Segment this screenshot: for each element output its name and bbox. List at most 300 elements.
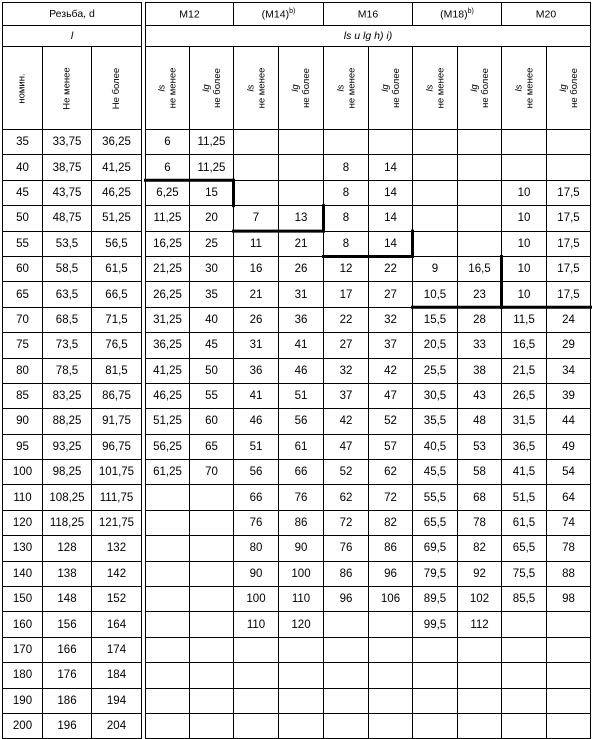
table-cell: 72 xyxy=(369,485,413,510)
table-cell: 66 xyxy=(279,460,324,485)
table-cell: 17,5 xyxy=(547,256,591,281)
table-cell: 21 xyxy=(279,231,324,256)
table-cell: 43,75 xyxy=(43,180,92,205)
table-cell: 164 xyxy=(92,612,142,637)
table-cell: 56 xyxy=(234,460,279,485)
table-cell xyxy=(146,688,190,713)
table-cell: 7 xyxy=(234,206,279,231)
table-cell: 61,5 xyxy=(92,256,142,281)
table-cell: 51,25 xyxy=(146,409,190,434)
table-cell: 33 xyxy=(458,333,502,358)
table-cell: 12 xyxy=(324,256,369,281)
table-cell: 96 xyxy=(324,587,369,612)
header-row-lengths xyxy=(3,26,591,47)
table-cell: 156 xyxy=(43,612,92,637)
table-cell: 66 xyxy=(234,485,279,510)
table-cell: 128 xyxy=(43,536,92,561)
table-cell xyxy=(369,663,413,688)
table-row xyxy=(3,688,591,713)
table-cell xyxy=(547,713,591,738)
table-cell: 166 xyxy=(43,637,92,662)
table-cell: 42 xyxy=(324,409,369,434)
table-cell: 21,25 xyxy=(146,256,190,281)
table-cell: 11,5 xyxy=(502,307,547,332)
table-cell xyxy=(324,713,369,738)
table-cell: 41,25 xyxy=(92,155,142,180)
table-cell: 110 xyxy=(234,612,279,637)
table-cell: 86 xyxy=(369,536,413,561)
table-cell xyxy=(190,713,234,738)
table-cell: 96,75 xyxy=(92,434,142,459)
table-cell: 62 xyxy=(324,485,369,510)
table-cell: 35 xyxy=(190,282,234,307)
table-cell: 69,5 xyxy=(413,536,458,561)
table-cell: 68 xyxy=(458,485,502,510)
table-cell: 53 xyxy=(458,434,502,459)
table-cell: 11,25 xyxy=(146,206,190,231)
table-cell: 20,5 xyxy=(413,333,458,358)
subhead-max: Не более xyxy=(92,47,142,130)
table-cell: 6 xyxy=(146,130,190,155)
table-cell: 148 xyxy=(43,587,92,612)
table-cell xyxy=(146,485,190,510)
table-cell xyxy=(547,688,591,713)
table-cell: 65,5 xyxy=(502,536,547,561)
table-cell: 70 xyxy=(190,460,234,485)
table-cell: 17,5 xyxy=(547,206,591,231)
subhead-lg-max: lg не более xyxy=(547,47,591,130)
table-cell: 56 xyxy=(279,409,324,434)
table-cell: 81,5 xyxy=(92,358,142,383)
table-cell xyxy=(502,688,547,713)
table-cell: 39 xyxy=(547,383,591,408)
subhead-lg-max: lg не более xyxy=(190,47,234,130)
table-cell: 10 xyxy=(502,256,547,281)
table-cell: 10 xyxy=(502,282,547,307)
table-cell xyxy=(547,663,591,688)
table-cell: 33,75 xyxy=(43,130,92,155)
table-cell xyxy=(547,637,591,662)
table-cell: 70 xyxy=(3,307,43,332)
table-cell: 86 xyxy=(279,510,324,535)
table-cell: 21,5 xyxy=(502,358,547,383)
table-cell xyxy=(146,536,190,561)
table-cell: 41 xyxy=(234,383,279,408)
table-cell: 108,25 xyxy=(43,485,92,510)
table-cell: 61 xyxy=(279,434,324,459)
table-cell: 74 xyxy=(547,510,591,535)
table-cell: 29 xyxy=(547,333,591,358)
table-cell xyxy=(413,155,458,180)
table-cell: 17,5 xyxy=(547,231,591,256)
group-header: $(M18)^{b)}$ xyxy=(413,3,502,26)
table-cell: 49 xyxy=(547,434,591,459)
table-cell xyxy=(458,130,502,155)
table-cell xyxy=(502,612,547,637)
table-row xyxy=(3,231,591,256)
table-cell: 60 xyxy=(3,256,43,281)
table-cell: 121,75 xyxy=(92,510,142,535)
table-cell xyxy=(146,561,190,586)
table-cell: 150 xyxy=(3,587,43,612)
subhead-ls-min: ls не менее xyxy=(413,47,458,130)
table-cell: 34 xyxy=(547,358,591,383)
table-cell: 98 xyxy=(547,587,591,612)
table-cell: 120 xyxy=(279,612,324,637)
table-cell: 85 xyxy=(3,383,43,408)
table-cell: 75 xyxy=(3,333,43,358)
table-cell: 80 xyxy=(3,358,43,383)
table-cell xyxy=(369,130,413,155)
group-header: M12 xyxy=(146,3,234,26)
table-cell: 45 xyxy=(3,180,43,205)
table-cell: 47 xyxy=(369,383,413,408)
table-cell: 95 xyxy=(3,434,43,459)
table-cell: 90 xyxy=(279,536,324,561)
table-cell: 118,25 xyxy=(43,510,92,535)
table-cell: 58,5 xyxy=(43,256,92,281)
table-cell: 17 xyxy=(324,282,369,307)
table-cell: 62 xyxy=(369,460,413,485)
group-header: M20 xyxy=(502,3,591,26)
table-cell: 50 xyxy=(3,206,43,231)
table-row xyxy=(3,333,591,358)
table-cell: 55 xyxy=(190,383,234,408)
table-cell xyxy=(279,688,324,713)
table-cell: 99,5 xyxy=(413,612,458,637)
table-cell xyxy=(146,663,190,688)
table-cell: 83,25 xyxy=(43,383,92,408)
subhead-lg-max: lg не более xyxy=(458,47,502,130)
table-row xyxy=(3,130,591,155)
table-cell: 8 xyxy=(324,155,369,180)
table-cell: 41 xyxy=(279,333,324,358)
table-cell: 11,25 xyxy=(190,155,234,180)
table-cell: 65 xyxy=(3,282,43,307)
table-cell: 17,5 xyxy=(547,180,591,205)
table-cell: 26 xyxy=(234,307,279,332)
subhead-ls-min: ls не менее xyxy=(146,47,190,130)
table-cell xyxy=(502,155,547,180)
table-cell: 61,25 xyxy=(146,460,190,485)
table-row xyxy=(3,561,591,586)
table-cell: 142 xyxy=(92,561,142,586)
table-cell: 8 xyxy=(324,180,369,205)
table-cell xyxy=(502,637,547,662)
table-cell: 101,75 xyxy=(92,460,142,485)
group-header: $(M14)^{b)}$ xyxy=(234,3,324,26)
table-cell xyxy=(146,713,190,738)
table-row xyxy=(3,587,591,612)
table-cell: 10 xyxy=(502,206,547,231)
table-cell xyxy=(369,688,413,713)
table-cell: 26,5 xyxy=(502,383,547,408)
table-cell xyxy=(458,206,502,231)
table-cell: 40,5 xyxy=(413,434,458,459)
table-cell: 48,75 xyxy=(43,206,92,231)
table-cell xyxy=(502,713,547,738)
subhead-lg-max: lg не более xyxy=(279,47,324,130)
table-cell: 36,25 xyxy=(92,130,142,155)
table-cell: 174 xyxy=(92,637,142,662)
table-cell xyxy=(279,180,324,205)
table-cell: 6 xyxy=(146,155,190,180)
table-cell: 204 xyxy=(92,713,142,738)
table-cell: 9 xyxy=(413,256,458,281)
table-cell xyxy=(190,587,234,612)
table-row xyxy=(3,409,591,434)
table-cell: 100 xyxy=(279,561,324,586)
table-cell xyxy=(146,612,190,637)
table-row xyxy=(3,612,591,637)
table-cell xyxy=(279,637,324,662)
table-cell: 55,5 xyxy=(413,485,458,510)
table-cell xyxy=(458,688,502,713)
table-cell: 58 xyxy=(458,460,502,485)
table-row xyxy=(3,663,591,688)
group-header: M16 xyxy=(324,3,413,26)
table-cell: 14 xyxy=(369,206,413,231)
table-cell: 130 xyxy=(3,536,43,561)
header-row-groups xyxy=(3,3,591,26)
table-cell: 53,5 xyxy=(43,231,92,256)
table-cell: 184 xyxy=(92,663,142,688)
table-cell: 96 xyxy=(369,561,413,586)
subhead-lg-max: lg не более xyxy=(369,47,413,130)
table-cell: 14 xyxy=(369,155,413,180)
table-cell xyxy=(324,688,369,713)
table-cell: 194 xyxy=(92,688,142,713)
table-cell: 54 xyxy=(547,460,591,485)
table-cell: 31 xyxy=(234,333,279,358)
table-cell: 46 xyxy=(279,358,324,383)
table-cell: 52 xyxy=(324,460,369,485)
table-cell: 76 xyxy=(234,510,279,535)
table-cell: 160 xyxy=(3,612,43,637)
table-cell: 17,5 xyxy=(547,282,591,307)
table-cell: 36,5 xyxy=(502,434,547,459)
ls-lg-header: ls и lg h) i) xyxy=(146,26,591,47)
table-cell: 180 xyxy=(3,663,43,688)
table-cell: 152 xyxy=(92,587,142,612)
table-cell xyxy=(547,612,591,637)
table-cell xyxy=(502,130,547,155)
table-cell: 78,5 xyxy=(43,358,92,383)
table-row xyxy=(3,637,591,662)
table-cell: 100 xyxy=(234,587,279,612)
table-cell xyxy=(234,130,279,155)
table-cell xyxy=(146,510,190,535)
table-cell: 40 xyxy=(190,307,234,332)
table-cell xyxy=(279,663,324,688)
table-cell xyxy=(458,180,502,205)
table-cell: 31,5 xyxy=(502,409,547,434)
table-cell xyxy=(279,713,324,738)
table-cell xyxy=(190,612,234,637)
table-cell: 10 xyxy=(502,231,547,256)
table-cell: 46,25 xyxy=(92,180,142,205)
table-cell: 186 xyxy=(43,688,92,713)
table-cell: 63,5 xyxy=(43,282,92,307)
table-cell: 38,75 xyxy=(43,155,92,180)
table-row xyxy=(3,713,591,738)
table-cell xyxy=(146,637,190,662)
table-cell: 11,25 xyxy=(190,130,234,155)
table-cell: 28 xyxy=(458,307,502,332)
table-cell: 50 xyxy=(190,358,234,383)
table-cell xyxy=(190,561,234,586)
table-cell xyxy=(413,637,458,662)
table-cell xyxy=(413,688,458,713)
table-cell: 42 xyxy=(369,358,413,383)
table-cell xyxy=(190,663,234,688)
table-cell xyxy=(190,688,234,713)
table-cell: 138 xyxy=(43,561,92,586)
table-cell: 37 xyxy=(369,333,413,358)
table-cell xyxy=(190,536,234,561)
table-cell: 140 xyxy=(3,561,43,586)
table-cell: 91,75 xyxy=(92,409,142,434)
table-cell: 120 xyxy=(3,510,43,535)
table-cell: 65 xyxy=(190,434,234,459)
table-cell: 8 xyxy=(324,231,369,256)
table-row xyxy=(3,485,591,510)
table-cell xyxy=(324,663,369,688)
table-cell: 30,5 xyxy=(413,383,458,408)
table-cell: 51,5 xyxy=(502,485,547,510)
table-cell: 25,5 xyxy=(413,358,458,383)
table-cell: 56,5 xyxy=(92,231,142,256)
table-cell: 27 xyxy=(369,282,413,307)
table-row xyxy=(3,510,591,535)
table-cell: 10 xyxy=(502,180,547,205)
table-cell: 90 xyxy=(234,561,279,586)
table-cell: 35 xyxy=(3,130,43,155)
table-cell: 76,5 xyxy=(92,333,142,358)
table-cell: 61,5 xyxy=(502,510,547,535)
table-cell: 36,25 xyxy=(146,333,190,358)
table-cell: 51,25 xyxy=(92,206,142,231)
table-cell: 15 xyxy=(190,180,234,205)
table-cell: 10,5 xyxy=(413,282,458,307)
table-row xyxy=(3,180,591,205)
table-cell: 45 xyxy=(190,333,234,358)
table-cell xyxy=(458,663,502,688)
table-cell: 26 xyxy=(279,256,324,281)
table-cell: 98,25 xyxy=(43,460,92,485)
table-cell: 57 xyxy=(369,434,413,459)
table-cell xyxy=(234,663,279,688)
table-cell: 16 xyxy=(234,256,279,281)
table-cell: 24 xyxy=(547,307,591,332)
table-row xyxy=(3,206,591,231)
table-cell: 41,25 xyxy=(146,358,190,383)
table-cell: 26,25 xyxy=(146,282,190,307)
table-cell: 27 xyxy=(324,333,369,358)
table-row xyxy=(3,282,591,307)
table-cell: 106 xyxy=(369,587,413,612)
subhead-ls-min: ls не менее xyxy=(502,47,547,130)
table-cell: 176 xyxy=(43,663,92,688)
table-cell: 52 xyxy=(369,409,413,434)
dimensions-table xyxy=(2,2,591,739)
table-cell: 76 xyxy=(324,536,369,561)
table-cell xyxy=(413,180,458,205)
table-cell: 44 xyxy=(547,409,591,434)
table-cell xyxy=(458,713,502,738)
table-row xyxy=(3,536,591,561)
table-row xyxy=(3,460,591,485)
table-cell: 72 xyxy=(324,510,369,535)
table-cell: 31,25 xyxy=(146,307,190,332)
table-cell: 55 xyxy=(3,231,43,256)
table-cell xyxy=(324,130,369,155)
table-cell: 66,5 xyxy=(92,282,142,307)
table-cell: 51 xyxy=(279,383,324,408)
table-cell: 82 xyxy=(458,536,502,561)
thread-header: Резьба, d xyxy=(3,3,142,26)
table-cell: 76 xyxy=(279,485,324,510)
table-cell: 90 xyxy=(3,409,43,434)
table-cell xyxy=(279,155,324,180)
table-cell xyxy=(234,688,279,713)
table-cell: 20 xyxy=(190,206,234,231)
table-cell: 8 xyxy=(324,206,369,231)
table-cell: 32 xyxy=(369,307,413,332)
table-cell xyxy=(324,637,369,662)
table-cell: 71,5 xyxy=(92,307,142,332)
table-cell: 31 xyxy=(279,282,324,307)
table-cell xyxy=(547,130,591,155)
table-cell: 93,25 xyxy=(43,434,92,459)
table-cell xyxy=(190,637,234,662)
table-row xyxy=(3,434,591,459)
table-cell xyxy=(413,663,458,688)
table-cell xyxy=(547,155,591,180)
table-cell: 21 xyxy=(234,282,279,307)
table-cell xyxy=(369,713,413,738)
table-cell xyxy=(458,637,502,662)
table-cell: 23 xyxy=(458,282,502,307)
table-cell: 16,5 xyxy=(458,256,502,281)
table-cell: 132 xyxy=(92,536,142,561)
table-cell: 43 xyxy=(458,383,502,408)
table-cell: 73,5 xyxy=(43,333,92,358)
table-cell xyxy=(234,713,279,738)
table-row xyxy=(3,307,591,332)
table-cell xyxy=(413,231,458,256)
table-cell: 32 xyxy=(324,358,369,383)
table-cell: 15,5 xyxy=(413,307,458,332)
table-cell: 56,25 xyxy=(146,434,190,459)
table-row xyxy=(3,383,591,408)
table-cell: 112 xyxy=(458,612,502,637)
table-cell xyxy=(324,612,369,637)
table-cell xyxy=(458,155,502,180)
table-cell: 68,5 xyxy=(43,307,92,332)
table-cell xyxy=(234,637,279,662)
subhead-nom: номин. xyxy=(3,47,43,130)
table-cell: 38 xyxy=(458,358,502,383)
table-cell xyxy=(413,713,458,738)
l-header: l xyxy=(3,26,142,47)
table-cell: 46,25 xyxy=(146,383,190,408)
table-cell: 36 xyxy=(279,307,324,332)
table-cell: 13 xyxy=(279,206,324,231)
subhead-ls-min: ls не менее xyxy=(234,47,279,130)
table-cell: 80 xyxy=(234,536,279,561)
table-cell: 102 xyxy=(458,587,502,612)
